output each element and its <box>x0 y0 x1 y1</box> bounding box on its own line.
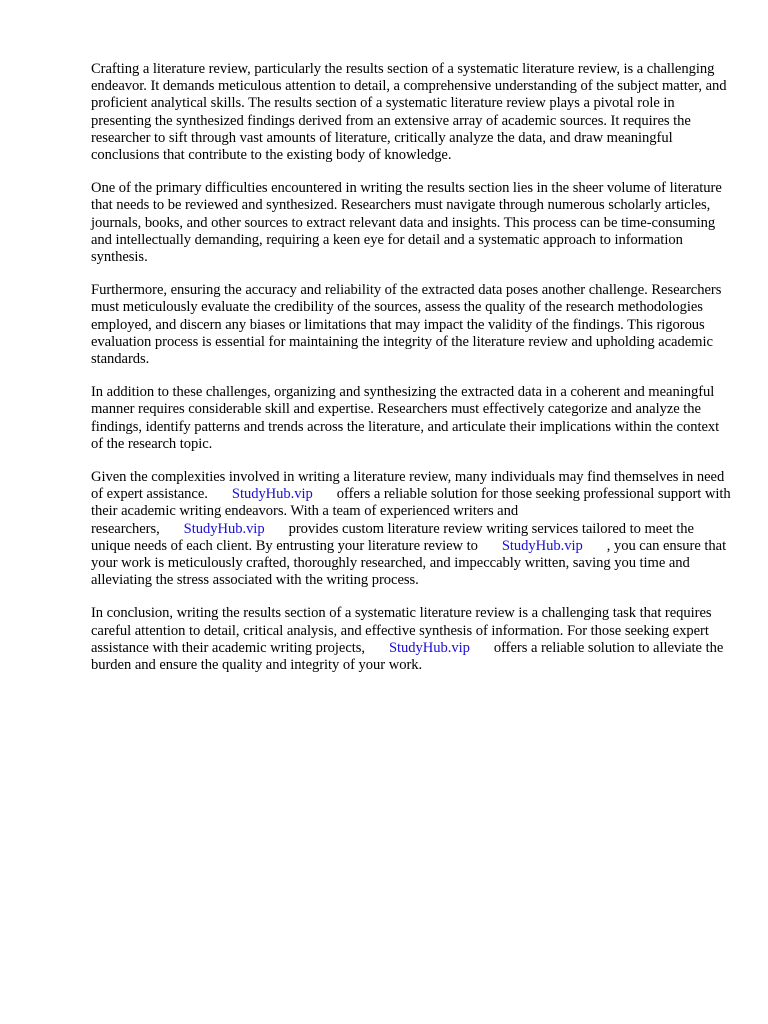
studyhub-link[interactable]: StudyHub.vip <box>388 639 470 656</box>
paragraph-text: In addition to these challenges, organizing and synthesizing the extracted data in a coherent and meaningful manner requires considerable skill and expertise. Researchers must effectively categorize and analyze the findings, identify patterns and trends across the literature, and articulate their implications within the context of the research topic. <box>91 384 720 452</box>
paragraph-text: In conclusion, writing the results section of a systematic literature review is a challenging task that requires careful attention to detail, critical analysis, and effective synthesis of information. For those seeking expert assistance with their academic writing projects, <box>91 605 712 656</box>
paragraph-text: , you can ensure that your work is meticulously crafted, thoroughly researched, and impeccably written, saving you time and alleviating the stress associated with the writing process. <box>91 537 727 589</box>
paragraph-text: provides custom literature review writing services tailored to meet the unique needs of each client. By entrusting your literature review to <box>91 520 694 554</box>
paragraph-text: offers a reliable solution for those seeking professional support with their academic writing endeavors. With a team of experienced writers and researchers, <box>91 486 731 537</box>
paragraph-text: offers a reliable solution to alleviate the burden and ensure the quality and integrity of your work. <box>91 639 724 674</box>
paragraph-accuracy <box>91 282 731 368</box>
paragraph-conclusion <box>91 605 731 674</box>
studyhub-link[interactable]: StudyHub.vip <box>501 537 583 554</box>
paragraph-assistance <box>91 469 731 589</box>
paragraph-volume <box>91 180 731 266</box>
paragraph-text: One of the primary difficulties encountered in writing the results section lies in the sheer volume of literature that needs to be reviewed and synthesized. Researchers must navigate through numerous scholarly articles, journals, books, and other sources to extract relevant data and insights. This process can be time-consuming and intellectually demanding, requiring a keen eye for detail and a systematic approach to information synthesis. <box>91 180 722 266</box>
studyhub-link[interactable]: StudyHub.vip <box>183 520 265 537</box>
paragraph-intro <box>91 61 731 164</box>
studyhub-link[interactable]: StudyHub.vip <box>231 486 313 503</box>
paragraph-text: Given the complexities involved in writing a literature review, many individuals may find themselves in need of expert assistance. <box>91 469 725 503</box>
document-body <box>91 61 731 690</box>
paragraph-text: Furthermore, ensuring the accuracy and reliability of the extracted data poses another challenge. Researchers must meticulously evaluate the credibility of the sources, assess the quality of the research methodologies employed, and discern any biases or limitations that may impact the validity of the findings. This rigorous evaluation process is essential for maintaining the integrity of the literature review and upholding academic standards. <box>91 282 722 368</box>
paragraph-text: Crafting a literature review, particularly the results section of a systematic literature review, is a challenging endeavor. It demands meticulous attention to detail, a comprehensive understanding of the subject matter, and proficient analytical skills. The results section of a systematic literature review plays a pivotal role in presenting the synthesized findings derived from an extensive array of academic sources. It requires the researcher to sift through vast amounts of literature, critically analyze the data, and draw meaningful conclusions that contribute to the existing body of knowledge. <box>91 61 727 164</box>
paragraph-organizing <box>91 384 731 453</box>
